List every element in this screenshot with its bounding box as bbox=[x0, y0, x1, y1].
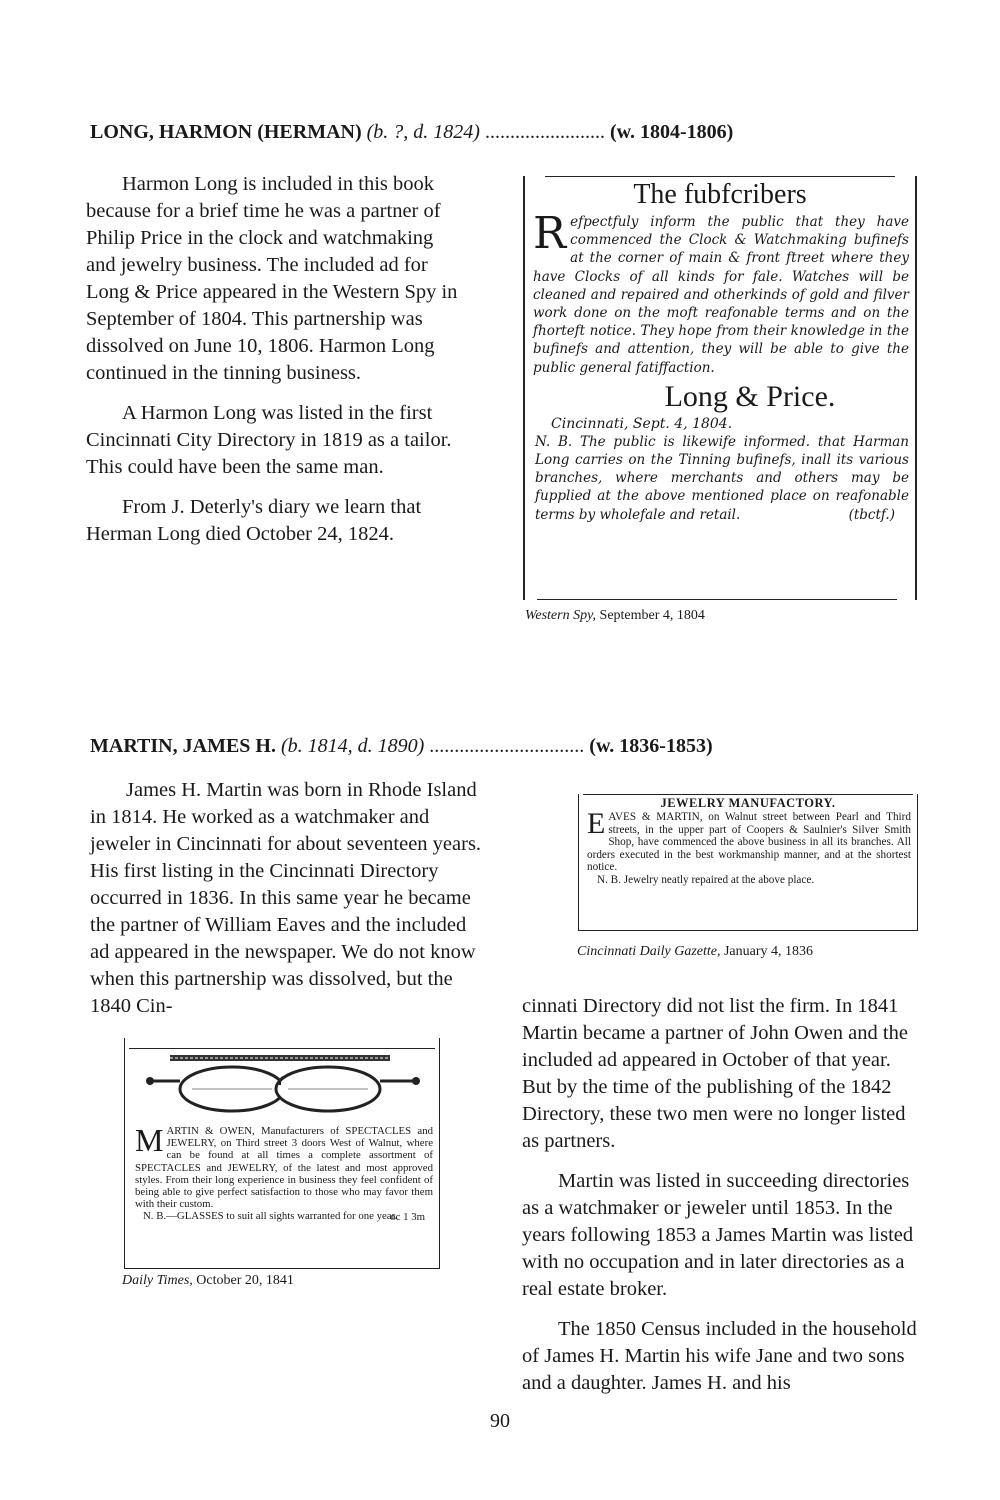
ad-bottom-rule bbox=[578, 930, 918, 931]
ad-code: (tbctf.) bbox=[848, 506, 895, 523]
ad-bottom-rule bbox=[537, 599, 897, 600]
ad-nota-bene: N. B. The public is likewife informed. that Harman Long carries on the Tinning bufinefs, inall its various branches, where merchants and others may be fupplied at the above mentioned place on reafonable terms by wholefale and retail. bbox=[535, 433, 909, 523]
ad-bottom-rule bbox=[124, 1268, 440, 1269]
ad-title: JEWELRY MANUFACTORY. bbox=[660, 796, 836, 810]
ad-top-rule bbox=[545, 176, 895, 177]
advertisement-martin-owen bbox=[124, 1038, 440, 1268]
ad-body: Refpectfuly inform the public that they have commenced the Clock & Watchmaking bufinefs at the corner of main & front ftreet where they have Clocks of all kinds for fale. Watches will be cleaned and repaired and otherkinds of gold and filver work done on the moft reafonable terms and on the fhorteft notice. They hope from their knowledge in the bufinefs and attention, they will be able to give the public general fatiffaction. bbox=[533, 208, 909, 376]
entry-body-martin-right bbox=[522, 993, 922, 1410]
ad-title: The fubfcribers bbox=[633, 179, 807, 210]
working-years: (w. 1804-1806) bbox=[609, 121, 734, 143]
entry-body-martin-left bbox=[90, 777, 490, 1033]
ad-top-rule bbox=[129, 1048, 435, 1049]
ad-caption-eaves-martin: Cincinnati Daily Gazette, January 4, 1836 bbox=[577, 944, 814, 959]
ad-dropcap: M bbox=[135, 1122, 164, 1158]
paragraph: The 1850 Census included in the household of James H. Martin his wife Jane and two sons and a daughter. James H. and his bbox=[522, 1318, 917, 1394]
advertisement-eaves-martin bbox=[578, 794, 918, 930]
entry-dates: (b. ?, d. 1824) bbox=[366, 121, 480, 143]
advertisement-long-price bbox=[523, 176, 917, 600]
ad-code: oc 1 3m bbox=[390, 1210, 425, 1223]
spectacles-icon bbox=[132, 1051, 432, 1123]
ad-body: MARTIN & OWEN, Manufacturers of SPECTACLES and JEWELRY, on Third street 3 doors West of Walnut, where can be found at all times a complete assortment of SPECTACLES and JEWELRY, of the latest and most approved styles. From their long experience in business they feel confident of being able to give perfect satisfaction to those who may favor them with their custom. bbox=[135, 1122, 433, 1211]
entry-heading-long bbox=[90, 119, 733, 145]
paragraph: James H. Martin was born in Rhode Island in 1814. He worked as a watchmaker and jeweler in Cincinnati for about seventeen years. His first listing in the Cincinnati Directory occurred in 1836. In this same year he became the partner of William Eaves and the included ad appeared in the newspaper. We do not know when this partnership was dissolved, but the 1840 Cin- bbox=[90, 779, 482, 1017]
entry-name: LONG, HARMON (HERMAN) bbox=[90, 121, 362, 143]
paragraph: Martin was listed in succeeding directories as a watchmaker or jeweler until 1853. In the years following 1853 a James Martin was listed with no occupation and in later directories as a real estate broker. bbox=[522, 1170, 914, 1300]
ad-nota-bene: N. B. Jewelry neatly repaired at the above place. bbox=[597, 873, 815, 886]
entry-name: MARTIN, JAMES H. bbox=[90, 735, 276, 757]
entry-body-long bbox=[86, 171, 464, 561]
paragraph: A Harmon Long was listed in the first Cincinnati City Directory in 1819 as a tailor. This could have been the same man. bbox=[86, 402, 452, 478]
page-number: 90 bbox=[490, 1410, 510, 1432]
ad-nota-bene: N. B.—GLASSES to suit all sights warranted for one year. bbox=[143, 1210, 398, 1223]
ad-dropcap: E bbox=[587, 807, 606, 840]
paragraph: From J. Deterly's diary we learn that Herman Long died October 24, 1824. bbox=[86, 496, 422, 545]
entry-dates: (b. 1814, d. 1890) bbox=[280, 735, 425, 757]
entry-heading-martin bbox=[90, 733, 713, 759]
ad-firm-name: Long & Price. bbox=[664, 379, 836, 413]
leader-dots: ............................... bbox=[429, 735, 585, 757]
working-years: (w. 1836-1853) bbox=[589, 735, 713, 757]
paragraph: cinnati Directory did not list the firm. In 1841 Martin became a partner of John Owen and the included ad appeared in October of that year. But by the time of the publishing of the 1842 Directory, these two men were no longer listed as partners. bbox=[522, 995, 908, 1152]
ad-body: EAVES & MARTIN, on Walnut street between Pearl and Third streets, in the upper part of Coopers & Saulnier's Silver Smith Shop, have commenced the above business in all its branches. All orders executed in the best workmanship manner, and at the shortest notice. bbox=[587, 807, 911, 874]
leader-dots: ........................ bbox=[484, 121, 605, 143]
ad-caption-long: Western Spy, September 4, 1804 bbox=[525, 608, 705, 623]
ad-dateline: Cincinnati, Sept. 4, 1804. bbox=[551, 415, 733, 432]
ad-dropcap: R bbox=[533, 208, 567, 259]
paragraph: Harmon Long is included in this book because for a brief time he was a partner of Philip Price in the clock and watchmaking and jewelry business. The included ad for Long & Price appeared in the Western Spy in September of 1804. This partnership was dissolved on June 10, 1806. Harmon Long continued in the tinning business. bbox=[86, 173, 458, 384]
ad-caption-martin-owen: Daily Times, October 20, 1841 bbox=[122, 1273, 294, 1288]
